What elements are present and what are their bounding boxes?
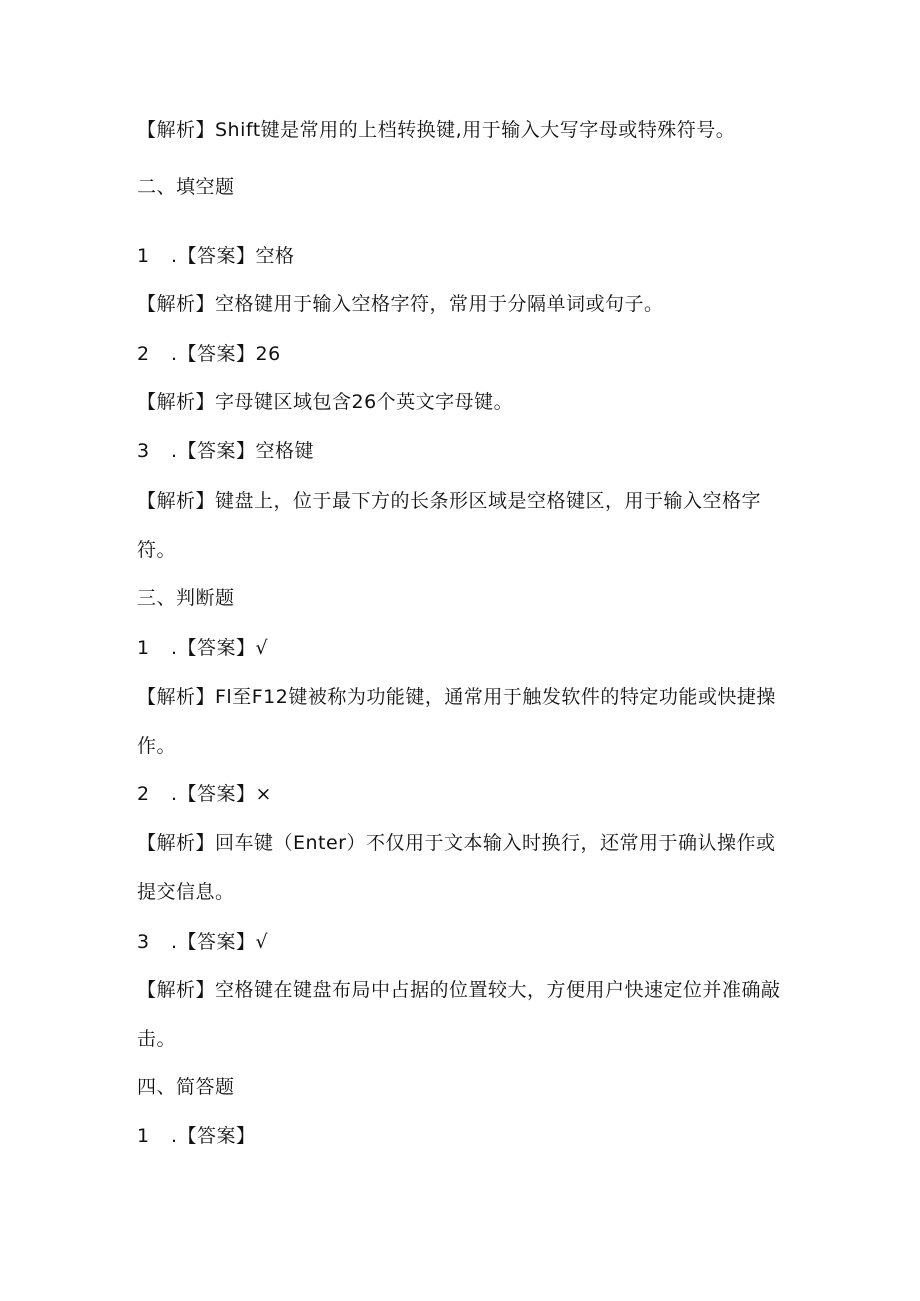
answer-text: .【答案】26 [171,343,281,365]
answer-number: 3 [137,440,150,462]
answer-text: .【答案】× [171,783,272,805]
answer-line [137,244,787,268]
analysis-text: 【解析】字母键区域包含26个英文字母键。 [137,391,514,413]
answer-number: 1 [137,245,150,267]
section-heading-fill-in: 二、填空题 [137,176,235,198]
section-heading-true-false: 三、判断题 [137,587,235,609]
answer-number: 2 [137,783,150,805]
answer-line [137,342,787,366]
answer-number: 1 [137,637,150,659]
analysis-text: 【解析】回车键（Enter）不仅用于文本输入时换行，还常用于确认操作或提交信息。 [137,832,776,903]
analysis-text: 【解析】空格键在键盘布局中占据的位置较大，方便用户快速定位并准确敲击。 [137,979,781,1050]
answer-line [137,1124,787,1148]
answer-number: 2 [137,343,150,365]
answer-number: 1 [137,1125,150,1147]
answer-line [137,930,787,954]
answer-number: 3 [137,931,150,953]
answer-line [137,782,787,806]
answer-text: .【答案】空格 [171,245,295,267]
answer-text: .【答案】 [171,1125,256,1147]
analysis-text: 【解析】空格键用于输入空格字符，常用于分隔单词或句子。 [137,293,664,315]
analysis-text: 【解析】键盘上，位于最下方的长条形区域是空格键区，用于输入空格字符。 [137,490,762,561]
answer-text: .【答案】√ [171,637,269,659]
analysis-text: 【解析】Fl至F12键被称为功能键，通常用于触发软件的特定功能或快捷操作。 [137,686,776,757]
answer-line [137,439,787,463]
answer-text: .【答案】√ [171,931,269,953]
section-heading-short-answer: 四、简答题 [137,1076,235,1098]
analysis-text: 【解析】Shift键是常用的上档转换键,用于输入大写字母或特殊符号。 [137,119,736,141]
answer-line [137,636,787,660]
answer-text: .【答案】空格键 [171,440,315,462]
